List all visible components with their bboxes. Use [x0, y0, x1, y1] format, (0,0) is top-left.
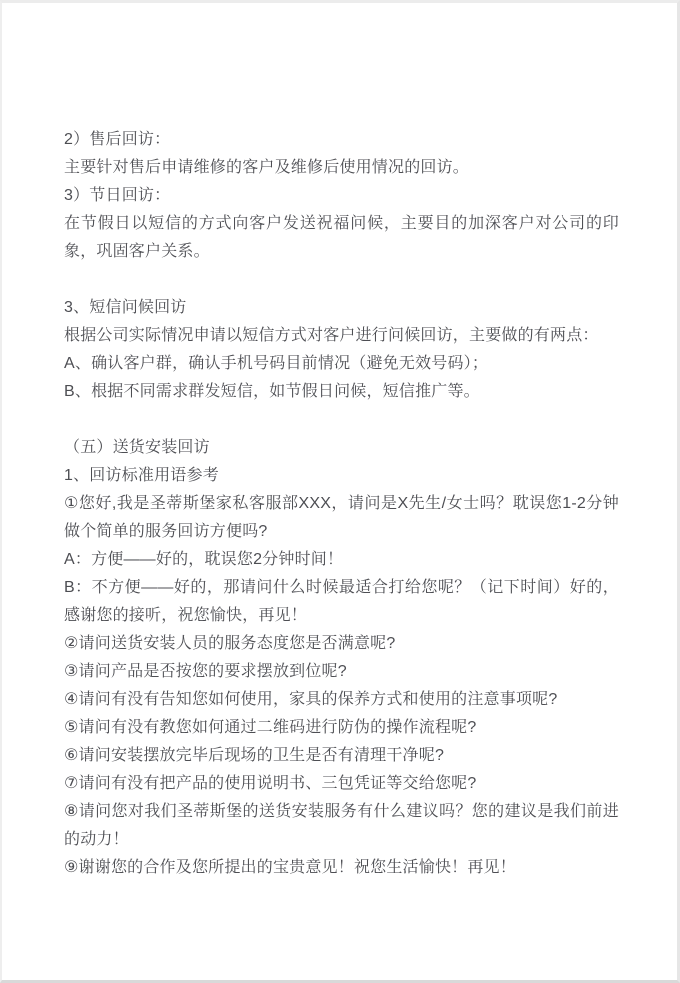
paragraph: 主要针对售后申请维修的客户及维修后使用情况的回访。 — [64, 159, 470, 176]
paragraph: ④请问有没有告知您如何使用，家具的保养方式和使用的注意事项呢? — [64, 691, 558, 708]
paragraph: ⑨谢谢您的合作及您所提出的宝贵意见！祝您生活愉快！再见！ — [64, 859, 516, 876]
paragraph: B：不方便——好的，那请问什么时候最适合打给您呢？（记下时间）好的，感谢您的接听，祝您愉快，再见！ — [64, 579, 619, 624]
paragraph: ⑦请问有没有把产品的使用说明书、三包凭证等交给您呢? — [64, 775, 477, 792]
paragraph: （五）送货安装回访 — [64, 439, 210, 456]
paragraph: ①您好,我是圣蒂斯堡家私客服部XXX，请问是X先生/女士吗？耽误您1-2分钟做个简单的服务回访方便吗? — [64, 495, 619, 540]
section-return-visit-types — [64, 126, 619, 266]
paragraph: 3）节日回访： — [64, 187, 171, 204]
section-delivery-installation-visit — [64, 434, 619, 882]
paragraph: ⑤请问有没有教您如何通过二维码进行防伪的操作流程呢? — [64, 719, 477, 736]
paragraph: ⑥请问安装摆放完毕后现场的卫生是否有清理干净呢? — [64, 747, 445, 764]
paragraph: ②请问送货安装人员的服务态度您是否满意呢? — [64, 635, 396, 652]
section-sms-greeting-visit — [64, 294, 619, 406]
paragraph: A、确认客户群，确认手机号码目前情况（避免无效号码）； — [64, 355, 489, 372]
paragraph: 在节假日以短信的方式向客户发送祝福问候，主要目的加深客户对公司的印象，巩固客户关系。 — [64, 215, 619, 260]
paragraph: 3、短信问候回访 — [64, 299, 187, 316]
paragraph: B、根据不同需求群发短信，如节假日问候，短信推广等。 — [64, 383, 480, 400]
paragraph: 2）售后回访： — [64, 131, 171, 148]
document-content — [2, 3, 677, 882]
paragraph: ⑧请问您对我们圣蒂斯堡的送货安装服务有什么建议吗？您的建议是我们前进的动力！ — [64, 803, 619, 848]
paragraph: 根据公司实际情况申请以短信方式对客户进行问候回访，主要做的有两点： — [64, 327, 599, 344]
paragraph: A：方便——好的，耽误您2分钟时间！ — [64, 551, 344, 568]
paragraph: ③请问产品是否按您的要求摆放到位呢? — [64, 663, 347, 680]
paragraph: 1、回访标准用语参考 — [64, 467, 219, 484]
